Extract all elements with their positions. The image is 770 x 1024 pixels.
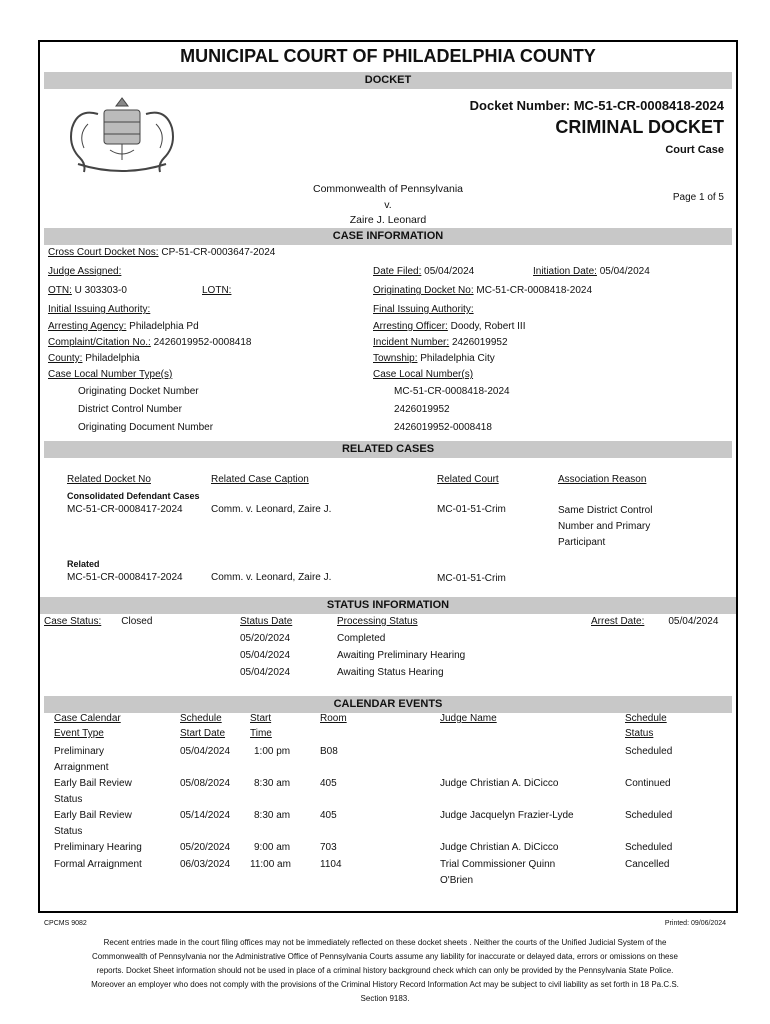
event-date: 06/03/2024 [180, 859, 231, 870]
pennsylvania-seal-icon [58, 94, 186, 178]
group-consolidated: Consolidated Defendant Cases [67, 491, 200, 501]
event-type: Early Bail Review Status [54, 778, 132, 805]
court-title: MUNICIPAL COURT OF PHILADELPHIA COUNTY [180, 46, 596, 66]
event-time: 8:30 am [254, 810, 291, 821]
complaint-number: Complaint/Citation No.: 2426019952-0008418 [48, 337, 252, 348]
docket-bar: DOCKET [44, 72, 732, 89]
page-number: Page 1 of 5 [672, 192, 724, 203]
local-number: 2426019952 [394, 404, 450, 415]
event-date: 05/20/2024 [180, 842, 231, 853]
col-judge-name: Judge Name [440, 713, 497, 724]
related-cases-bar: RELATED CASES [44, 441, 732, 458]
event-judge: Judge Christian A. DiCicco [440, 778, 559, 789]
local-type: Originating Docket Number [78, 386, 199, 397]
event-judge: Trial Commissioner Quinn O'Brien [440, 859, 556, 886]
docket-type: CRIMINAL DOCKET [555, 117, 724, 137]
col-related-caption: Related Case Caption [211, 474, 309, 485]
disclaimer: Recent entries made in the court filing offices may not be immediately reflected on these docket sheets . Neither the courts of the Unified Judicial System of the Commonwealth of Pennsylvania nor the Administrative Office of Pennsylvania Courts assume any liability for inaccurate or delayed data, errors or omissions on these reports. Docket Sheet information should not be used in place of a criminal history background check which can only be provided by the Pennsylvania State Police. Moreover an employer who does not comply with the provisions of the Criminal History Record Information Act may be subject to civil liability as set forth in 18 Pa.C.S. Section 9183. [91, 938, 679, 1003]
docket-number: Docket Number: MC-51-CR-0008418-2024 [469, 98, 724, 113]
col-start-date: Start Date [180, 728, 226, 739]
judge-assigned-label: Judge Assigned: [48, 266, 122, 277]
event-time: 9:00 am [254, 842, 291, 853]
status-date-header: Status Date [240, 616, 293, 627]
event-date: 05/14/2024 [180, 810, 231, 821]
col-event-type: Event Type [54, 728, 104, 739]
processing-status-header: Processing Status [337, 616, 418, 627]
status-date: 05/04/2024 [240, 650, 291, 661]
printed-date: Printed: 09/06/2024 [664, 920, 726, 927]
event-room: 703 [320, 842, 337, 853]
event-type: Formal Arraignment [54, 859, 142, 870]
event-status: Scheduled [625, 842, 673, 853]
incident-number: Incident Number: 2426019952 [373, 337, 508, 348]
event-judge: Judge Christian A. DiCicco [440, 842, 559, 853]
event-room: 1104 [320, 859, 342, 870]
event-judge: Judge Jacquelyn Frazier-Lyde [440, 810, 574, 821]
event-type: Preliminary Arraignment [54, 746, 109, 773]
local-number: 2426019952-0008418 [394, 422, 492, 433]
status-date: 05/20/2024 [240, 633, 291, 644]
event-time: 8:30 am [254, 778, 291, 789]
event-date: 05/08/2024 [180, 778, 231, 789]
status-date: 05/04/2024 [240, 667, 291, 678]
arresting-officer: Arresting Officer: Doody, Robert III [373, 321, 526, 332]
related-docket: MC-51-CR-0008417-2024 [67, 572, 183, 583]
col-room: Room [320, 713, 347, 724]
local-type: District Control Number [78, 404, 182, 415]
local-number: MC-51-CR-0008418-2024 [394, 386, 510, 397]
originating-docket: Originating Docket No: MC-51-CR-0008418-2024 [373, 285, 593, 296]
event-status: Scheduled [625, 810, 673, 821]
event-time: 11:00 am [250, 859, 291, 870]
court-case-label: Court Case [665, 144, 724, 156]
local-type: Originating Document Number [78, 422, 214, 433]
col-start-time: Start [250, 713, 272, 724]
processing-status: Awaiting Preliminary Hearing [337, 650, 466, 661]
initiation-date: Initiation Date: 05/04/2024 [533, 266, 650, 277]
lotn-label: LOTN: [202, 285, 232, 296]
related-caption: Comm. v. Leonard, Zaire J. [211, 572, 332, 583]
related-court: MC-01-51-Crim [437, 573, 506, 584]
local-number-label: Case Local Number(s) [373, 369, 474, 380]
caption-line3: Zaire J. Leonard [349, 214, 427, 226]
date-filed: Date Filed: 05/04/2024 [373, 266, 475, 277]
related-court: MC-01-51-Crim [437, 504, 506, 515]
arrest-date: Arrest Date: 05/04/2024 [591, 616, 719, 627]
form-number: CPCMS 9082 [44, 920, 87, 927]
event-type: Early Bail Review Status [54, 810, 132, 837]
otn: OTN: U 303303-0 [48, 285, 127, 296]
caption-line2: v. [384, 199, 392, 211]
calendar-events-bar: CALENDAR EVENTS [44, 696, 732, 713]
docket-page [38, 40, 738, 913]
processing-status: Awaiting Status Hearing [337, 667, 444, 678]
status-info-bar: STATUS INFORMATION [40, 597, 736, 614]
processing-status: Completed [337, 633, 386, 644]
case-status: Case Status: Closed [44, 616, 153, 627]
col-event-type: Case Calendar [54, 713, 121, 724]
association-reason: Same District Control Number and Primary Participant [558, 505, 653, 548]
case-info-bar: CASE INFORMATION [44, 228, 732, 245]
col-schedule-status: Schedule [625, 713, 667, 724]
col-schedule-status: Status [625, 728, 654, 739]
col-related-court: Related Court [437, 474, 499, 485]
initial-issuing-authority: Initial Issuing Authority: [48, 304, 151, 315]
arresting-agency: Arresting Agency: Philadelphia Pd [48, 321, 199, 332]
event-status: Scheduled [625, 746, 673, 757]
event-date: 05/04/2024 [180, 746, 231, 757]
final-issuing-authority: Final Issuing Authority: [373, 304, 474, 315]
related-docket: MC-51-CR-0008417-2024 [67, 504, 183, 515]
event-room: 405 [320, 778, 337, 789]
event-room: 405 [320, 810, 337, 821]
caption-line1: Commonwealth of Pennsylvania [313, 183, 463, 195]
col-start-date: Schedule [180, 713, 222, 724]
township: Township: Philadelphia City [373, 353, 495, 364]
cross-court-docket: Cross Court Docket Nos: CP-51-CR-0003647-2024 [48, 247, 276, 258]
event-status: Cancelled [625, 859, 670, 870]
group-related: Related [67, 559, 100, 569]
col-association-reason: Association Reason [558, 474, 647, 485]
event-type: Preliminary Hearing [54, 842, 142, 853]
col-start-time: Time [250, 728, 272, 739]
related-caption: Comm. v. Leonard, Zaire J. [211, 504, 332, 515]
event-status: Continued [625, 778, 671, 789]
local-number-type-label: Case Local Number Type(s) [48, 369, 173, 380]
county: County: Philadelphia [48, 353, 140, 364]
event-time: 1:00 pm [254, 746, 291, 757]
col-related-docket: Related Docket No [67, 474, 151, 485]
event-room: B08 [320, 746, 338, 757]
